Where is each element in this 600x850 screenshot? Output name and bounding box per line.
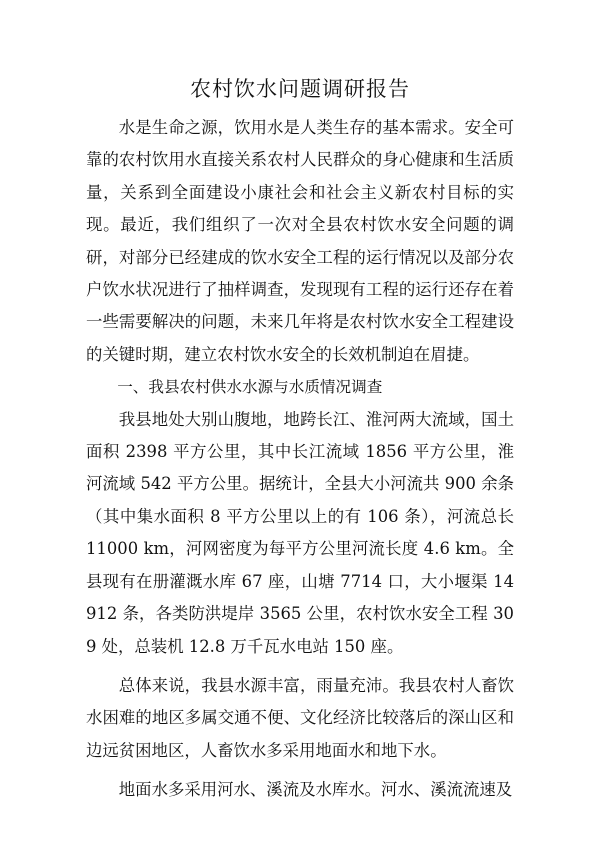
section-heading: 一、我县农村供水水源与水质情况调查 [117,378,383,397]
page-title: 农村饮水问题调研报告 [190,77,410,101]
intro-paragraph: 水是生命之源，饮用水是人类生存的基本需求。安全可靠的农村饮用水直接关系农村人民群众的身心健康和生活质量，关系到全面建设小康社会和社会主义新农村目标的实现。最近，我们组织了一次对全县农村饮水安全问题的调研，对部分已经建成的饮水安全工程的运行情况以及部分农户饮水状况进行了抽样调查，发现现有工程的运行还存在着一些需要解决的问题，未来几年将是农村饮水安全工程建设的关键时期，建立农村饮水安全的长效机制迫在眉捷。 [86,118,514,364]
geography-paragraph: 我县地处大别山腹地，地跨长江、淮河两大流域，国土面积 2398 平方公里，其中长江流域 1856 平方公里，淮河流域 542 平方公里。据统计，全县大小河流共 900 余条（其中集水面积 8 平方公里以上的有 106 条），河流总长 11000 km，河网密度为每平方公里河流长度 4.6 km。全县现有在册灌溉水库 67 座，山塘 7714 口，大小堰渠 14912 条，各类防洪堤岸 3565 公里，农村饮水安全工程 309 处，总装机 12.8 万千瓦水电站 150 座。 [86,409,514,656]
summary-paragraph: 总体来说，我县水源丰富，雨量充沛。我县农村人畜饮水困难的地区多属交通不便、文化经济比较落后的深山区和边远贫困地区，人畜饮水多采用地面水和地下水。 [86,675,514,760]
document-body [86,112,514,807]
surface-water-paragraph: 地面水多采用河水、溪流及水库水。河水、溪流流速及 [118,780,513,800]
